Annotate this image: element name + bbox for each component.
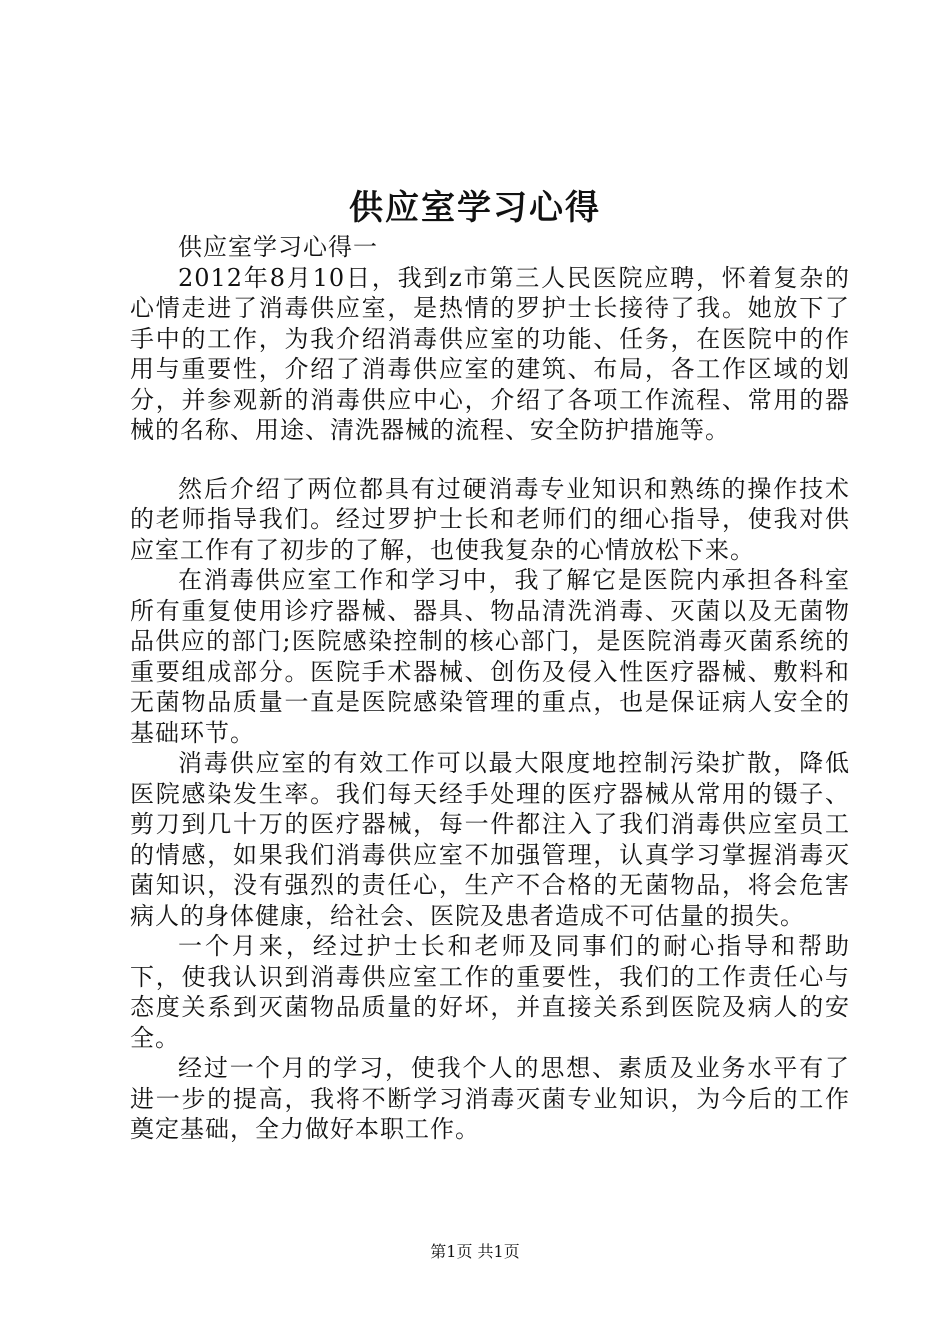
paragraph-4: 消毒供应室的有效工作可以最大限度地控制污染扩散，降低医院感染发生率。我们每天经手处理的医疗器械从常用的镊子、剪刀到几十万的医疗器械，每一件都注入了我们消毒供应室员工的情感，如果我们消毒供应室不加强管理，认真学习掌握消毒灭菌知识，没有强烈的责任心，生产不合格的无菌物品，将会危害病人的身体健康，给社会、医院及患者造成不可估量的损失。 [130, 749, 850, 930]
paragraph-spacer [130, 446, 850, 474]
paragraph-5: 一个月来，经过护士长和老师及同事们的耐心指导和帮助下，使我认识到消毒供应室工作的重要性，我们的工作责任心与态度关系到灭菌物品质量的好坏，并直接关系到医院及病人的安全。 [130, 932, 850, 1052]
page-footer: 第1页 共1页 [430, 1242, 520, 1261]
paragraph-6: 经过一个月的学习，使我个人的思想、素质及业务水平有了进一步的提高，我将不断学习消毒灭菌专业知识，为今后的工作奠定基础，全力做好本职工作。 [130, 1054, 850, 1143]
section-heading: 供应室学习心得一 [178, 233, 378, 261]
paragraph-2: 然后介绍了两位都具有过硬消毒专业知识和熟练的操作技术的老师指导我们。经过罗护士长和老师们的细心指导，使我对供应室工作有了初步的了解，也使我复杂的心情放松下来。 [130, 474, 850, 564]
paragraph-3: 在消毒供应室工作和学习中，我了解它是医院内承担各科室所有重复使用诊疗器械、器具、物品清洗消毒、灭菌以及无菌物品供应的部门;医院感染控制的核心部门，是医院消毒灭菌系统的重要组成部分。医院手术器械、创伤及侵入性医疗器械、敷料和无菌物品质量一直是医院感染管理的重点，也是保证病人安全的基础环节。 [130, 566, 850, 747]
paragraph-1: 2012年8月10日，我到z市第三人民医院应聘，怀着复杂的心情走进了消毒供应室，是热情的罗护士长接待了我。她放下了手中的工作，为我介绍消毒供应室的功能、任务，在医院中的作用与重要性，介绍了消毒供应室的建筑、布局，各工作区域的划分，并参观新的消毒供应中心，介绍了各项工作流程、常用的器械的名称、用途、清洗器械的流程、安全防护措施等。 [130, 263, 850, 444]
document-body [130, 232, 850, 1145]
document-title: 供应室学习心得 [349, 188, 601, 228]
